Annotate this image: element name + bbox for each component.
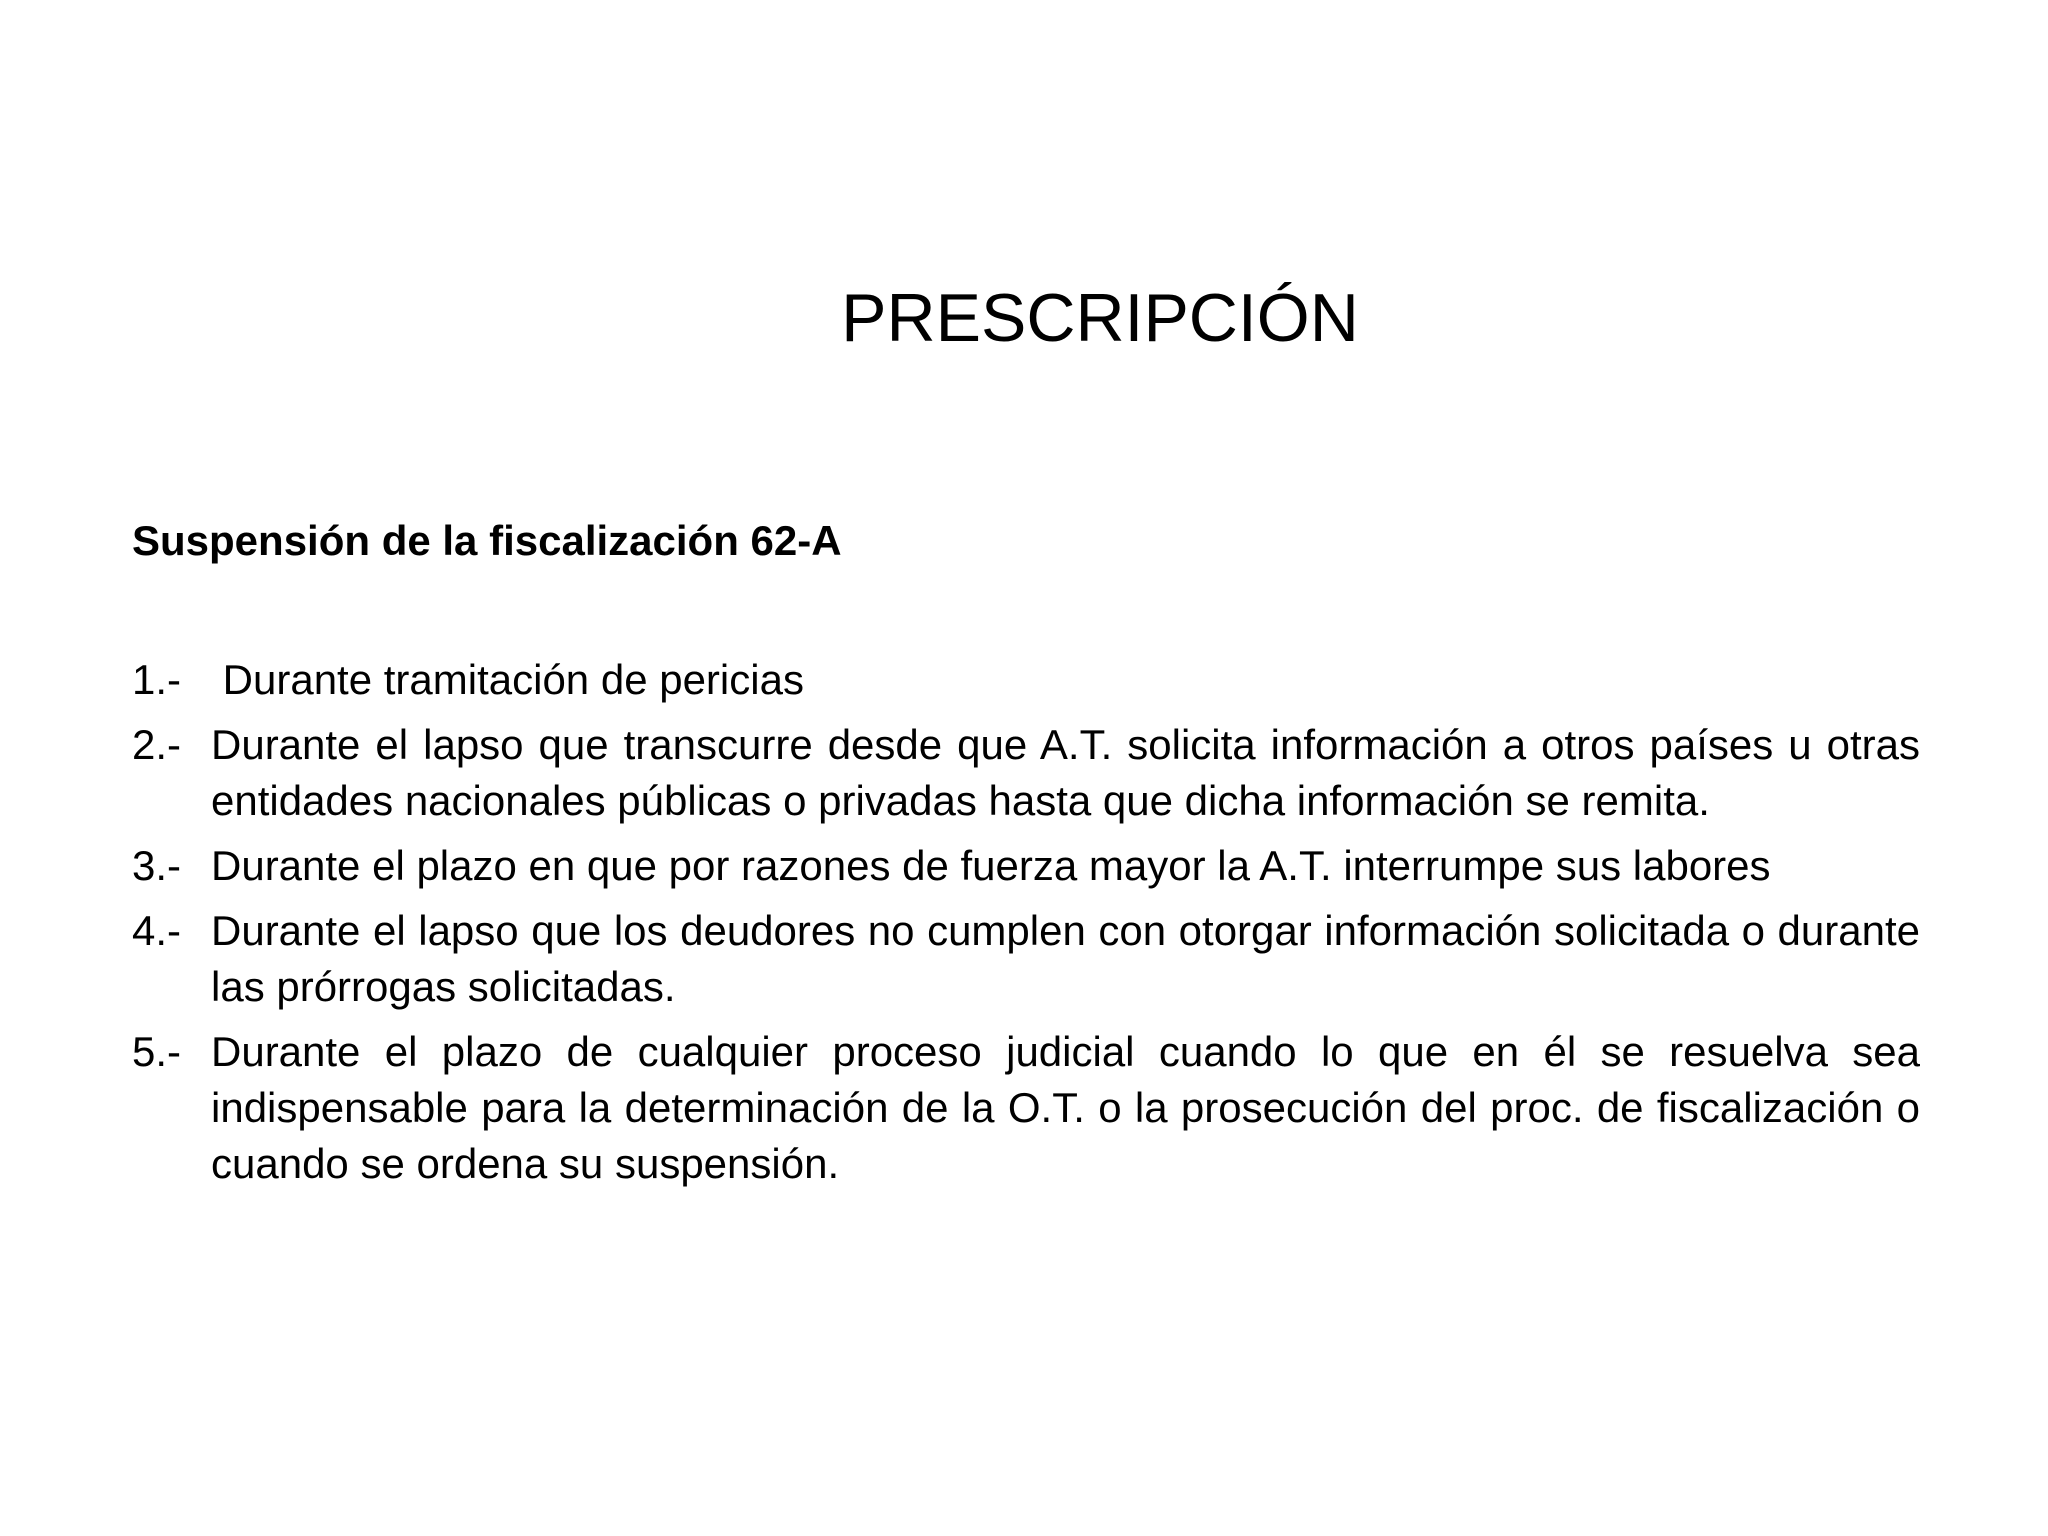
list-item-number: 5.-: [132, 1028, 182, 1075]
list-item-text: Durante tramitación de pericias: [211, 656, 804, 703]
list-item: [132, 717, 1920, 829]
slide-subtitle: Suspensión de la fiscalización 62-A: [132, 517, 842, 564]
list-item-text: Durante el lapso que transcurre desde que A.T. solicita información a otros países u otras entidades nacionales públicas o privadas hasta que dicha información se remita.: [211, 721, 1920, 824]
list-item: [132, 903, 1920, 1015]
list-item-text: Durante el plazo en que por razones de fuerza mayor la A.T. interrumpe sus labores: [211, 842, 1771, 889]
slide-title: PRESCRIPCIÓN: [841, 280, 1359, 356]
list-item-text: Durante el plazo de cualquier proceso judicial cuando lo que en él se resuelva sea indispensable para la determinación de la O.T. o la prosecución del proc. de fiscalización o cuando se ordena su suspensión.: [211, 1028, 1920, 1187]
list-item-text: Durante el lapso que los deudores no cumplen con otorgar información solicitada o durante las prórrogas solicitadas.: [211, 907, 1920, 1010]
list-item: [132, 652, 1920, 708]
list-item-number: 3.-: [132, 842, 182, 889]
list-item-number: 4.-: [132, 907, 182, 954]
list-item-number: 2.-: [132, 721, 182, 768]
list-item: [132, 838, 1920, 894]
list-item-number: 1.-: [132, 656, 182, 703]
numbered-list: [132, 652, 1920, 1201]
list-item: [132, 1024, 1920, 1192]
